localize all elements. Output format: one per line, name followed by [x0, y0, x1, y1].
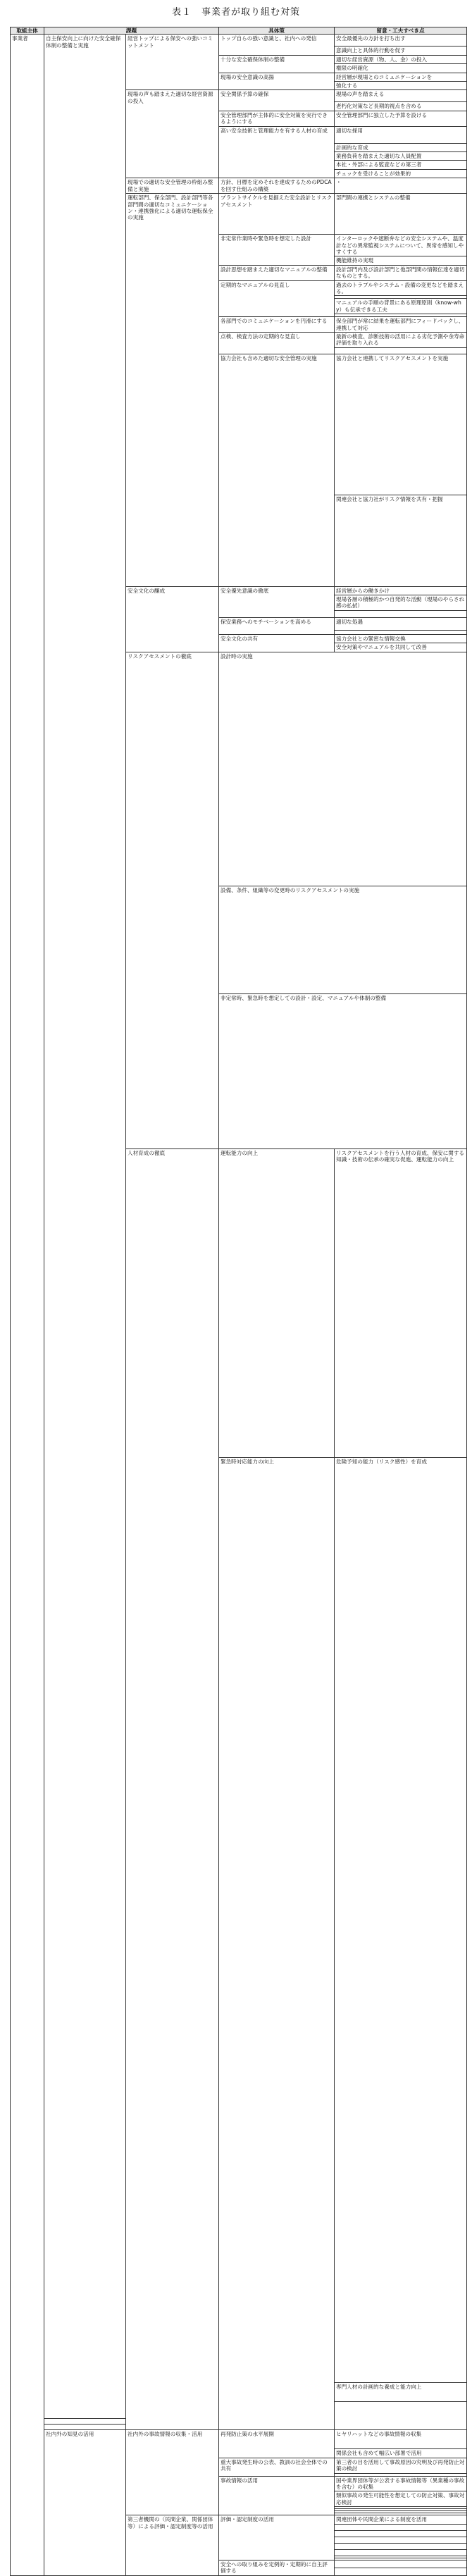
- table-cell: 保安業務へのモチベーションを高める: [219, 617, 335, 634]
- table-cell: 自主保安向上に向けた安全確保体制の整備と実施: [44, 35, 126, 2419]
- table-cell: [44, 2425, 126, 2430]
- table-cell: [335, 2560, 467, 2568]
- table-cell: 第三者の目を活用して事故原因の究明及び再発防止対策の検討: [335, 2458, 467, 2473]
- table-cell: 事故情報の活用: [219, 2476, 335, 2515]
- table-cell: 専門人材の計画的な養成と能力向上: [335, 2383, 467, 2402]
- table-cell: [335, 347, 467, 354]
- table-cell: 安全への取り組みを定例的・定期的に自主評価する: [219, 2560, 335, 2575]
- table-cell: 社内外の知見の活用: [44, 2430, 126, 2575]
- table-cell: 関連団体や民間企業による制度を活用: [335, 2515, 467, 2524]
- header-measure: 具体策: [219, 27, 335, 35]
- table-cell: 適切な処遇: [335, 617, 467, 630]
- table-row: [11, 35, 467, 47]
- header-points: 留意・工夫すべき点: [335, 27, 467, 35]
- table-cell: 運転部門、保全部門、設計部門等各部門間の適切なコミュニケーション・連携強化による適切な運転保全の実施: [126, 194, 219, 587]
- table-cell: 関連会社と協力社がリスク情報を共有・把握: [335, 495, 467, 586]
- table-cell: リスクアセスメントを行う人材の育成、保安に関する知識・技術の伝承の確実な促進、運転能力の向上: [335, 1148, 467, 1458]
- table-cell: 設計思想を踏まえた適切なマニュアルの整備: [219, 265, 335, 280]
- table-cell: 緊急時対応能力の向上: [219, 1458, 335, 2430]
- table-cell: 各部門でのコミュニケーションを円滑にする: [219, 317, 335, 333]
- table-cell: 社内外の事故情報の収集・活用: [126, 2430, 219, 2515]
- table-cell: 現場での適切な安全管理の枠組み整備と実施: [126, 178, 219, 194]
- table-cell: 意識向上と具体的行動を促す: [335, 47, 467, 55]
- table-cell: 安全優先意識の徹底: [219, 586, 335, 617]
- table-cell: 安全文化の共有: [219, 634, 335, 652]
- table-cell: 部門間の連携とシステムの整備: [335, 194, 467, 235]
- table-cell: 協力会社も含めた適切な安全管理の実施: [219, 354, 335, 586]
- table-cell: 老朽化対策など長期的視点を含める: [335, 102, 467, 111]
- table-cell: ・: [335, 178, 467, 194]
- table-cell: 現場の声を踏まえる: [335, 90, 467, 102]
- table-cell: 第三者機関の（民間企業、関係団体等）による評価・認定制度等の活用: [126, 2515, 219, 2575]
- table-cell: 国や業界団体等が公表する事故情報等（異業種の事故を含む）の収集: [335, 2476, 467, 2491]
- table-cell: ヒヤリハットなどの事故情報の収集: [335, 2430, 467, 2449]
- table-cell: 設計時の実施: [219, 652, 467, 886]
- table-cell: [335, 2530, 467, 2537]
- table-cell: 点検、検査方法の定期的な見直し: [219, 332, 335, 354]
- header-issue: 課題: [44, 27, 219, 35]
- table-cell: 本社・外部による監査などの第三者: [335, 161, 467, 169]
- table-cell: インターロックや遮断弁などの安全システムや、温度計などの異常監視システムについて、異常を感知しやすくする: [335, 235, 467, 256]
- table-cell: [335, 610, 467, 617]
- table-cell: [335, 2568, 467, 2575]
- table-cell: 再発防止策の水平展開: [219, 2430, 335, 2458]
- table-cell: 非定常作業時や緊急時を想定した設計: [219, 235, 335, 266]
- table-cell: 非定常時、緊急時を想定しての設計・設定、マニュアルや体制の整備: [219, 994, 467, 1148]
- table-cell: 現場の安全意識の高揚: [219, 73, 335, 90]
- table-cell: トップ自らの強い意識と、社内への発信: [219, 35, 335, 55]
- table-cell: 設計部門内及び設計部門と他部門間の情報伝達を適切なものとする。: [335, 265, 467, 280]
- table-cell: [335, 2543, 467, 2549]
- table-cell: 機能維持の実現: [335, 256, 467, 265]
- table-cell: 最新の検査、診断技術の活用による劣化予測や余寿命評価を取り入れる: [335, 332, 467, 347]
- table-cell: 現場各層の積極的かつ自発的な活動（現場のやらされ感の払拭）: [335, 595, 467, 611]
- table-cell: 経営層からの働きかけ: [335, 586, 467, 595]
- table-cell: 強化する: [335, 82, 467, 90]
- table-cell: 権限の明確化: [335, 64, 467, 73]
- table-cell: マニュアルの手順の背景にある原理原則（know-why）も伝承できる工夫: [335, 299, 467, 314]
- table-cell: 過去のトラブルやシステム・設備の変更などを踏まえる。: [335, 280, 467, 296]
- table-title: 表１ 事業者が取り組む対策: [171, 7, 300, 18]
- table-cell: 安全管理部門が主体的に安全対策を実行できるようにする: [219, 111, 335, 126]
- table-cell: 危険予知の能力（リスク感性）を育成: [335, 1458, 467, 2383]
- table-cell: [335, 2402, 467, 2430]
- table-cell: 定期的なマニュアルの見直し: [219, 280, 335, 317]
- table-cell: 業務負荷を踏まえた適切な人員配置: [335, 152, 467, 161]
- table-cell: チェックを受けることが効果的: [335, 169, 467, 178]
- header-row: [11, 27, 467, 35]
- table-cell: 協力会社と連携してリスクアセスメントを実施: [335, 354, 467, 495]
- table-cell: 方針、目標を定めそれを達成するためのPDCAを回す仕組みの構築: [219, 178, 335, 194]
- table-cell: 適切な経営資源（物、人、金）の投入: [335, 55, 467, 63]
- table-cell: 安全管理部門に独立した予算を設ける: [335, 111, 467, 126]
- table-cell: 関係会社も含めて幅広い部署で活用: [335, 2449, 467, 2458]
- table-cell: 重大事故発生時の公表、教訓の社会全体での共有: [219, 2458, 335, 2476]
- table-cell: 人材育成の徹底: [126, 1148, 219, 2430]
- table-cell: 安全最優先の方針を打ち出す: [335, 35, 467, 47]
- table-cell: 適切な採用: [335, 126, 467, 143]
- table-cell: 高い安全技術と管理能力を有する人材の育成: [219, 126, 335, 178]
- table-cell: プラントサイクルを見据えた安全設計とリスクアセスメント: [219, 194, 335, 235]
- table-cell: [335, 2537, 467, 2543]
- table-cell: 安全関係予算の確保: [219, 90, 335, 111]
- table-cell: リスクアセスメントの徹底: [126, 652, 219, 1148]
- table-cell: 経営層が現場とのコミュニケーションを: [335, 73, 467, 81]
- table-cell: 十分な安全確保体制の整備: [219, 55, 335, 73]
- table-cell: [44, 2419, 126, 2425]
- table-cell: 評価・認定制度の活用: [219, 2515, 335, 2560]
- table-cell: 現場の声も踏まえた適切な経営資源の投入: [126, 90, 219, 178]
- table-row: [11, 2430, 467, 2449]
- table-cell: 計画的な育成: [335, 143, 467, 151]
- table-cell: 事業者: [11, 35, 44, 2575]
- table-cell: 保全部門が常に結果を運転部門にフィードバックし、連携して対応: [335, 317, 467, 333]
- table-cell: 経営トップによる保安への強いコミットメント: [126, 35, 219, 90]
- table-cell: 設備、条件、組織等の変更時のリスクアセスメントの実施: [219, 886, 467, 994]
- table-cell: 安全対策やマニュアルを共同して改善: [335, 643, 467, 652]
- table-cell: [335, 2524, 467, 2530]
- table-cell: 安全文化の醸成: [126, 586, 219, 652]
- table-cell: [335, 2549, 467, 2556]
- table-cell: 運転能力の向上: [219, 1148, 335, 1458]
- table-cell: 類似事故の発生可能性を想定しての防止対策、事故対応検討: [335, 2491, 467, 2507]
- table-cell: 協力会社との緊密な情報交換: [335, 634, 467, 643]
- measures-table: [10, 27, 467, 2576]
- header-entity: 取組主体: [11, 27, 44, 35]
